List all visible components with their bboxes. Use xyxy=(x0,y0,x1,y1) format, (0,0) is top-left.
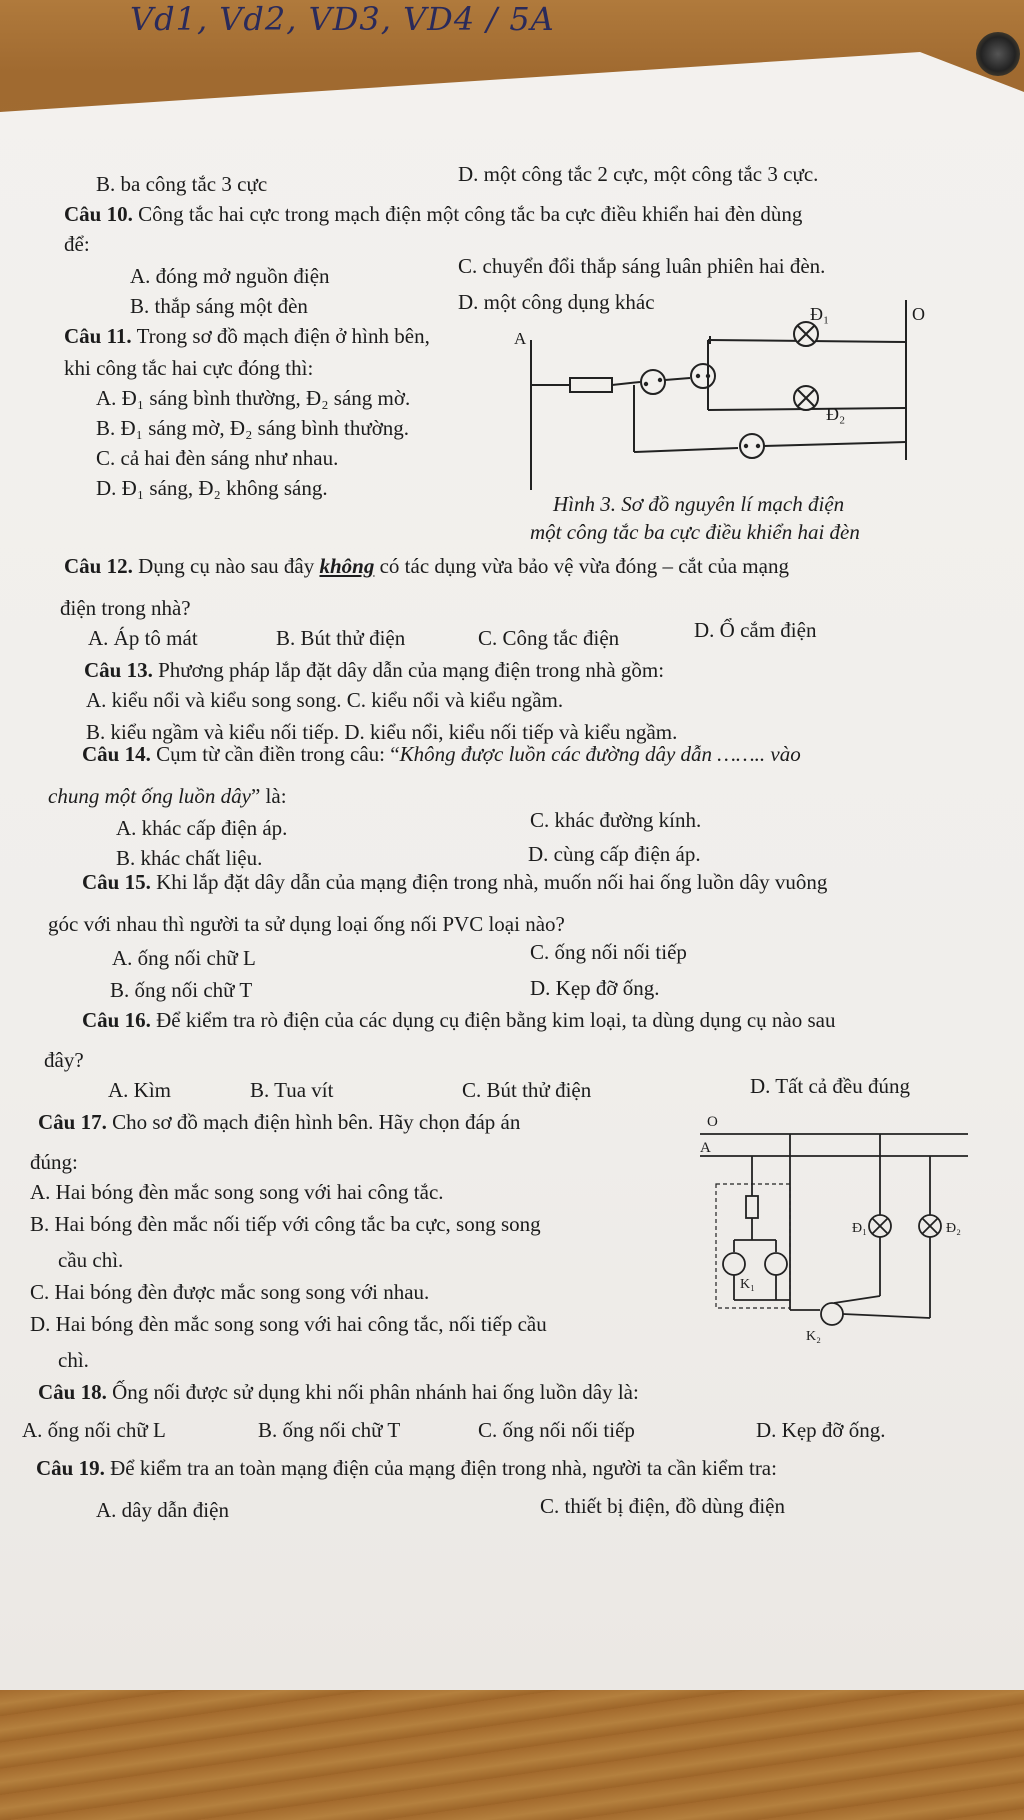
q17-text-line2: đúng: xyxy=(30,1150,78,1174)
q11-text-line2: khi công tắc hai cực đóng thì: xyxy=(64,356,314,380)
q17-option-c: C. Hai bóng đèn được mắc song song với nhau. xyxy=(30,1280,430,1304)
q10-text-line1: Công tắc hai cực trong mạch điện một công tắc ba cực điều khiển hai đèn dùng xyxy=(138,202,803,226)
q19-text: Để kiểm tra an toàn mạng điện của mạng điện trong nhà, người ta cần kiểm tra: xyxy=(110,1456,777,1480)
q14-option-b: B. khác chất liệu. xyxy=(116,846,263,870)
q16-option-b: B. Tua vít xyxy=(250,1078,334,1102)
q10-text-line2: để: xyxy=(64,232,90,256)
q12-option-b: B. Bút thử điện xyxy=(276,626,406,650)
q17-text-line1: Cho sơ đồ mạch điện hình bên. Hãy chọn đáp án xyxy=(112,1110,521,1134)
q16-option-a: A. Kìm xyxy=(108,1078,171,1102)
q15-option-d: D. Kẹp đỡ ống. xyxy=(530,976,660,1000)
q14-option-c: C. khác đường kính. xyxy=(530,808,702,832)
q13-options-line1: A. kiểu nổi và kiểu song song. C. kiểu nổi và kiểu ngầm. xyxy=(86,688,564,712)
q16-text-line2: đây? xyxy=(44,1048,84,1072)
q12-label: Câu 12. xyxy=(64,554,133,578)
q15-text-line2: góc với nhau thì người ta sử dụng loại ống nối PVC loại nào? xyxy=(48,912,565,936)
fig3-caption-line2: một công tắc ba cực điều khiển hai đèn xyxy=(530,520,860,544)
q11-text-line1: Trong sơ đồ mạch điện ở hình bên, xyxy=(136,324,430,348)
q10-option-a: A. đóng mở nguồn điện xyxy=(130,264,330,288)
q14-label: Câu 14. xyxy=(82,742,151,766)
q10-option-b: B. thắp sáng một đèn xyxy=(130,294,308,318)
q17-fuse xyxy=(746,1196,758,1218)
q18-option-a: A. ống nối chữ L xyxy=(22,1418,166,1442)
q16-text-line1: Để kiểm tra rò điện của các dụng cụ điện bằng kim loại, ta dùng dụng cụ nào sau xyxy=(156,1008,836,1032)
q17-label-a: A xyxy=(700,1140,711,1156)
q10-option-c: C. chuyển đổi thắp sáng luân phiên hai đèn. xyxy=(458,254,826,278)
q14-text-pre: Cụm từ cần điền trong câu: “ xyxy=(156,742,400,766)
fig3-label-a: A xyxy=(514,329,527,348)
prev-option-d: D. một công tắc 2 cực, một công tắc 3 cực. xyxy=(458,162,819,186)
prev-option-b: B. ba công tắc 3 cực xyxy=(96,172,268,196)
q11-option-c: C. cả hai đèn sáng như nhau. xyxy=(96,446,339,470)
q17-switch-2 xyxy=(765,1253,787,1275)
q12-option-c: C. Công tắc điện xyxy=(478,626,620,650)
q17-option-b-line1: B. Hai bóng đèn mắc nối tiếp với công tắc ba cực, song song xyxy=(30,1212,541,1236)
q18-option-d: D. Kẹp đỡ ống. xyxy=(756,1418,886,1442)
q19-option-a: A. dây dẫn điện xyxy=(96,1498,229,1522)
q15-label: Câu 15. xyxy=(82,870,151,894)
q18-option-b: B. ống nối chữ T xyxy=(258,1418,401,1442)
q13-label: Câu 13. xyxy=(84,658,153,682)
q15-option-c: C. ống nối nối tiếp xyxy=(530,940,687,964)
q18-text: Ống nối được sử dụng khi nối phân nhánh hai ống luồn dây là: xyxy=(112,1380,639,1404)
q17-option-b-line2: cầu chì. xyxy=(58,1248,124,1272)
q17-label-o: O xyxy=(707,1114,718,1130)
q17-option-d-line1: D. Hai bóng đèn mắc song song với hai công tắc, nối tiếp cầu xyxy=(30,1312,547,1336)
q16-label: Câu 16. xyxy=(82,1008,151,1032)
q18-option-c: C. ống nối nối tiếp xyxy=(478,1418,635,1442)
q12-text-post: có tác dụng vừa bảo vệ vừa đóng – cắt của mạng xyxy=(379,554,789,578)
q19-label: Câu 19. xyxy=(36,1456,105,1480)
q14-option-d: D. cùng cấp điện áp. xyxy=(528,842,701,866)
q14-text-italic2: chung một ống luồn dây xyxy=(48,784,251,808)
q19-option-c: C. thiết bị điện, đồ dùng điện xyxy=(540,1494,785,1518)
q17-label-d2: Đ₂ xyxy=(946,1221,961,1236)
handwritten-note: Vd1, Vd2, VD3, VD4 / 5A xyxy=(130,0,555,38)
q17-label-k1: K₁ xyxy=(740,1277,755,1292)
fig3-caption-line1: Hình 3. Sơ đồ nguyên lí mạch điện xyxy=(553,492,845,516)
q17-label-d1: Đ₁ xyxy=(852,1221,867,1236)
q11-option-a: A. Đ₁ sáng bình thường, Đ₂ sáng mờ. xyxy=(96,386,411,410)
q15-text-line1: Khi lắp đặt dây dẫn của mạng điện trong nhà, muốn nối hai ống luồn dây vuông xyxy=(156,870,828,894)
q15-option-b: B. ống nối chữ T xyxy=(110,978,253,1002)
q11-option-b: B. Đ₁ sáng mờ, Đ₂ sáng bình thường. xyxy=(96,416,410,440)
q10-label: Câu 10. xyxy=(64,202,133,226)
q14-text-post: ” là: xyxy=(250,784,287,808)
q13-text: Phương pháp lắp đặt dây dẫn của mạng điện trong nhà gồm: xyxy=(158,658,665,682)
fig3-label-o: O xyxy=(912,304,925,324)
q12-option-d: D. Ổ cắm điện xyxy=(694,618,817,642)
q11-option-d: D. Đ₁ sáng, Đ₂ không sáng. xyxy=(96,476,328,500)
q18-question xyxy=(38,1382,639,1403)
q14-option-a: A. khác cấp điện áp. xyxy=(116,816,288,840)
q17-switch-k1 xyxy=(723,1253,745,1275)
q14-text-italic1: Không được luồn các đường dây dẫn …….. vào xyxy=(399,742,801,766)
q18-label: Câu 18. xyxy=(38,1380,107,1404)
q17-switch-k2 xyxy=(821,1303,843,1325)
q12-text-line2: điện trong nhà? xyxy=(60,596,191,620)
q17-option-d-line2: chì. xyxy=(58,1348,89,1372)
q16-option-d: D. Tất cả đều đúng xyxy=(750,1074,910,1098)
fig3-label-d1: Đ₁ xyxy=(810,304,830,324)
q12-option-a: A. Áp tô mát xyxy=(88,626,198,650)
q19-question xyxy=(36,1458,777,1479)
fig3-label-d2: Đ₂ xyxy=(826,404,846,424)
q17-option-a: A. Hai bóng đèn mắc song song với hai công tắc. xyxy=(30,1180,444,1204)
q15-option-a: A. ống nối chữ L xyxy=(112,946,256,970)
q17-label-k2: K₂ xyxy=(806,1329,821,1344)
q16-option-c: C. Bút thử điện xyxy=(462,1078,592,1102)
q11-label: Câu 11. xyxy=(64,324,132,348)
q12-text-pre: Dụng cụ nào sau đây xyxy=(138,554,315,578)
q12-text-emphasis: không xyxy=(319,554,375,578)
q10-option-d: D. một công dụng khác xyxy=(458,290,655,314)
q13-options-line2: B. kiểu ngầm và kiểu nối tiếp. D. kiểu nổi, kiểu nối tiếp và kiểu ngầm. xyxy=(86,720,678,744)
q17-label: Câu 17. xyxy=(38,1110,107,1134)
